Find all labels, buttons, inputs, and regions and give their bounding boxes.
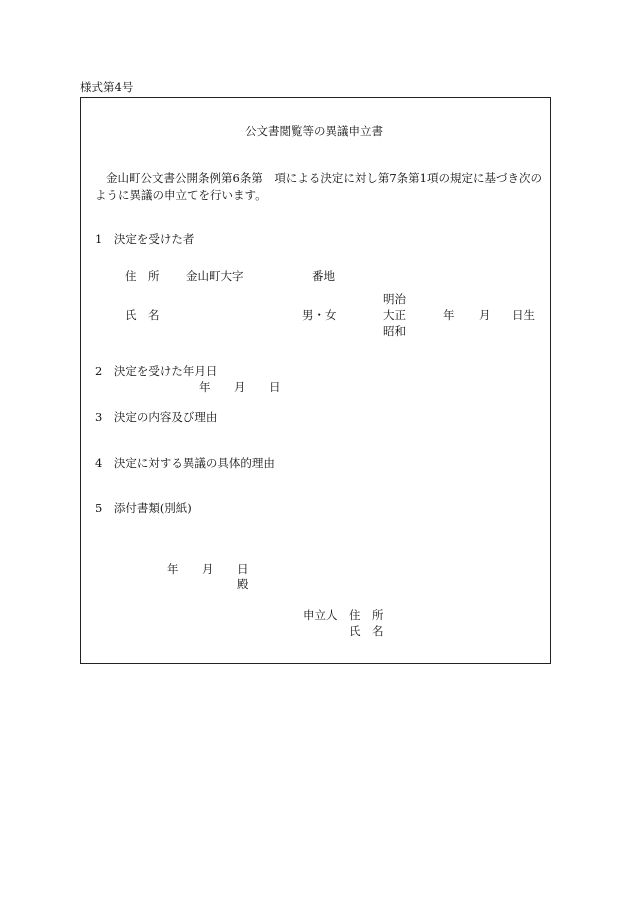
birth-month: 月	[479, 308, 491, 322]
section4-heading: 4 決定に対する異議の具体的理由	[95, 456, 275, 470]
footer-day: 日	[237, 562, 249, 576]
address-label: 住 所	[125, 269, 160, 283]
address-value: 金山町大字	[186, 269, 244, 283]
section2-heading: 2 決定を受けた年月日	[95, 364, 218, 378]
name-label: 氏 名	[125, 308, 160, 322]
birth-year: 年	[443, 308, 455, 322]
gender: 男・女	[302, 308, 337, 322]
era-taisho: 大正	[383, 308, 406, 322]
decision-day: 日	[269, 380, 281, 394]
addressee-suffix: 殿	[237, 577, 249, 591]
applicant-address-label: 住 所	[349, 608, 384, 622]
form-number: 様式第4号	[80, 80, 134, 94]
section3-heading: 3 決定の内容及び理由	[95, 410, 218, 424]
applicant-name-label: 氏 名	[349, 624, 384, 638]
section1-heading: 1 決定を受けた者	[95, 232, 195, 246]
section5-heading: 5 添付書類(別紙)	[95, 501, 192, 515]
footer-year: 年	[167, 562, 179, 576]
form-title: 公文書閲覧等の異議申立書	[245, 124, 383, 138]
applicant-label: 申立人	[303, 608, 338, 622]
footer-month: 月	[202, 562, 214, 576]
birth-day-suffix: 日生	[512, 308, 535, 322]
decision-month: 月	[234, 380, 246, 394]
address-suffix: 番地	[312, 269, 335, 283]
era-meiji: 明治	[383, 292, 406, 306]
decision-year: 年	[199, 380, 211, 394]
intro-paragraph: 金山町公文書公開条例第6条第 項による決定に対し第7条第1項の規定に基づき次のように異議の申立てを行います。	[95, 171, 542, 202]
era-showa: 昭和	[383, 324, 406, 338]
